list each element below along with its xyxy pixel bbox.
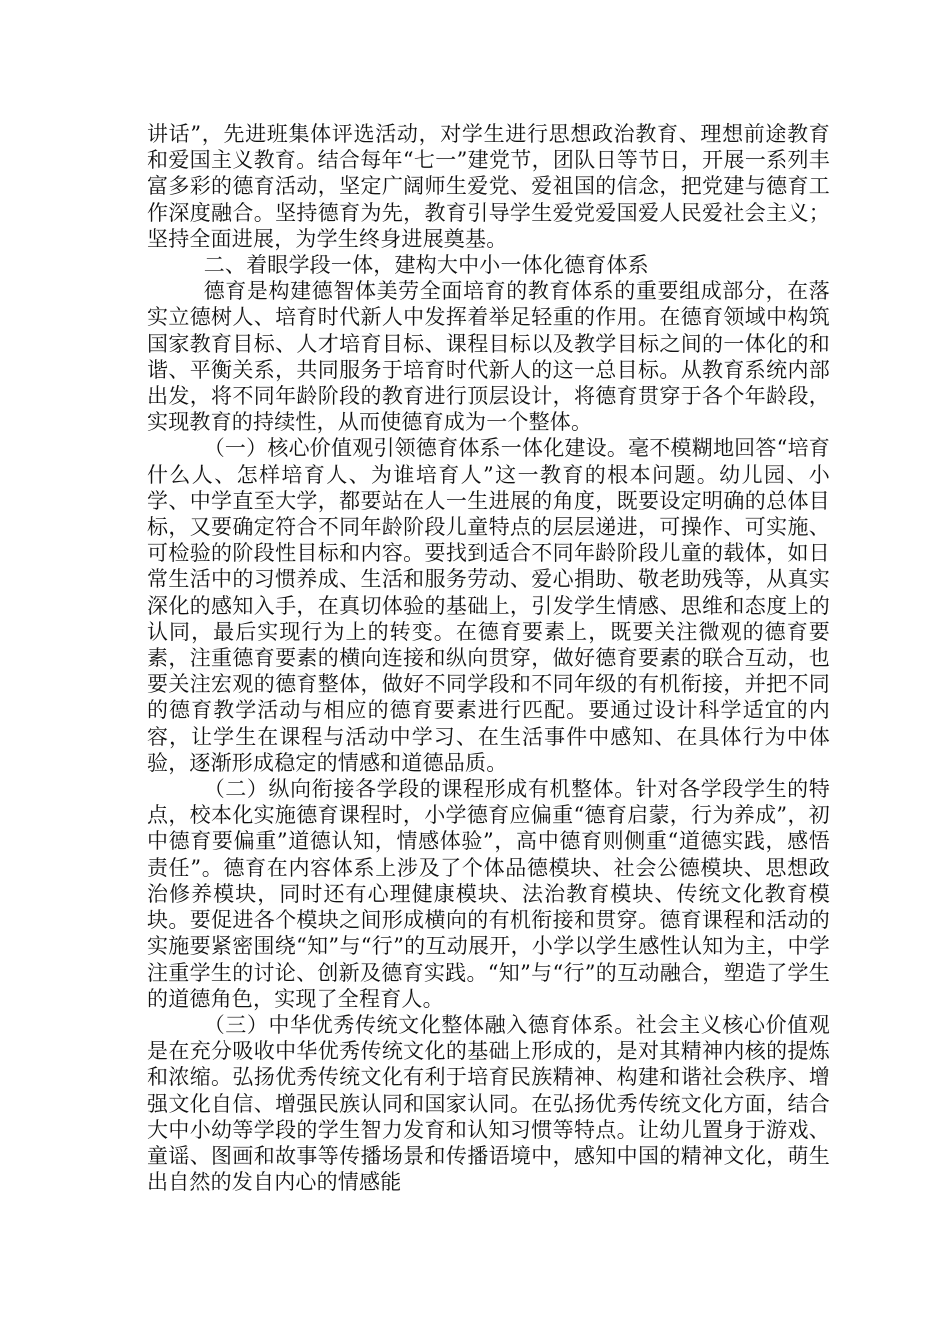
- section-heading: 二、着眼学段一体，建构大中小一体化德育体系: [203, 253, 649, 278]
- document-page: [147, 121, 830, 1195]
- paragraph-item-1: （一）核心价值观引领德育体系一体化建设。毫不模糊地回答“培育什么人、怎样培育人、为谁培育人”这一教育的根本问题。幼儿园、小学、中学直至大学，都要站在人一生进展的角度，既要设定明确的总体目标，又要确定符合不同年龄阶段儿童特点的层层递进，可操作、可实施、可检验的阶段性目标和内容。要找到适合不同年龄阶段儿童的载体，如日常生活中的习惯养成、生活和服务劳动、爱心捐助、敬老助残等，从真实深化的感知入手，在真切体验的基础上，引发学生情感、思维和态度上的认同，最后实现行为上的转变。在德育要素上，既要关注微观的德育要素，注重德育要素的横向连接和纵向贯穿，做好德育要素的联合互动，也要关注宏观的德育整体，做好不同学段和不同年级的有机衔接，并把不同的德育教学活动与相应的德育要素进行匹配。要通过设计科学适宜的内容，让学生在课程与活动中学习、在生活事件中感知、在具体行为中体验，逐渐形成稳定的情感和道德品质。: [147, 436, 830, 775]
- paragraph-intro: 德育是构建德智体美劳全面培育的教育体系的重要组成部分，在落实立德树人、培育时代新人中发挥着举足轻重的作用。在德育领域中构筑国家教育目标、人才培育目标、课程目标以及教学目标之间的一体化的和谐、平衡关系，共同服务于培育时代新人的这一总目标。从教育系统内部出发，将不同年龄阶段的教育进行顶层设计，将德育贯穿于各个年龄段，实现教育的持续性，从而使德育成为一个整体。: [147, 279, 830, 435]
- paragraph-continuation: 讲话”，先进班集体评选活动，对学生进行思想政治教育、理想前途教育和爱国主义教育。结合每年“七一”建党节，团队日等节日，开展一系列丰富多彩的德育活动，坚定广阔师生爱党、爱祖国的信念，把党建与德育工作深度融合。坚持德育为先，教育引导学生爱党爱国爱人民爱社会主义；坚持全面进展，为学生终身进展奠基。: [147, 122, 830, 251]
- paragraph-item-3: （三）中华优秀传统文化整体融入德育体系。社会主义核心价值观是在充分吸收中华优秀传统文化的基础上形成的，是对其精神内核的提炼和浓缩。弘扬优秀传统文化有利于培育民族精神、构建和谐社会秩序、增强文化自信、增强民族认同和国家认同。在弘扬优秀传统文化方面，结合大中小幼等学段的学生智力发育和认知习惯等特点。让幼儿置身于游戏、童谣、图画和故事等传播场景和传播语境中，感知中国的精神文化，萌生出自然的发自内心的情感能: [147, 1012, 830, 1195]
- paragraph-item-2: （二）纵向衔接各学段的课程形成有机整体。针对各学段学生的特点，校本化实施德育课程时，小学德育应偏重“德育启蒙，行为养成”，初中德育要偏重”道德认知，情感体验”，高中德育则侧重“道德实践，感悟责任”。德育在内容体系上涉及了个体品德模块、社会公德模块、思想政治修养模块，同时还有心理健康模块、法治教育模块、传统文化教育模块。要促进各个模块之间形成横向的有机衔接和贯穿。德育课程和活动的实施要紧密围绕“知”与“行”的互动展开，小学以学生感性认知为主，中学注重学生的讨论、创新及德育实践。“知”与“行”的互动融合，塑造了学生的道德角色，实现了全程育人。: [147, 777, 830, 1011]
